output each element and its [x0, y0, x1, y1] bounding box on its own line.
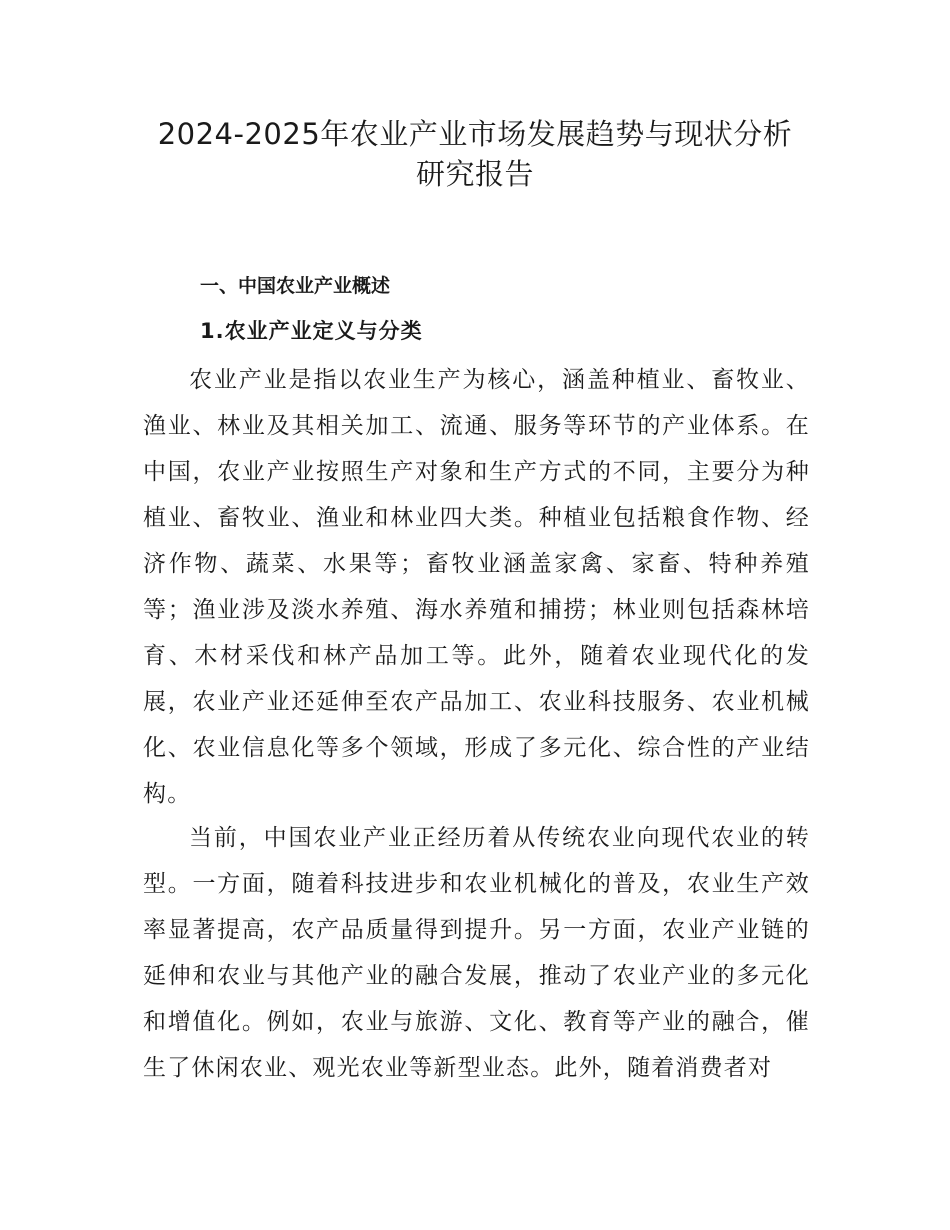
report-title-line-1: 2024-2025年农业产业市场发展趋势与现状分析 [157, 117, 793, 151]
body-paragraph: 农业产业是指以农业生产为核心，涵盖种植业、畜牧业、渔业、林业及其相关加工、流通、服务等环节的产业体系。在中国，农业产业按照生产对象和生产方式的不同，主要分为种植业、畜牧业、渔业和林业四大类。种植业包括粮食作物、经济作物、蔬菜、水果等；畜牧业涵盖家禽、家畜、特种养殖等；渔业涉及淡水养殖、海水养殖和捕捞；林业则包括森林培育、木材采伐和林产品加工等。此外，随着农业现代化的发展，农业产业还延伸至农产品加工、农业科技服务、农业机械化、农业信息化等多个领域，形成了多元化、综合性的产业结构。 [143, 367, 810, 807]
sub-heading: 1.农业产业定义与分类 [200, 319, 423, 343]
body-paragraph: 当前，中国农业产业正经历着从传统农业向现代农业的转型。一方面，随着科技进步和农业机械化的普及，农业生产效率显著提高，农产品质量得到提升。另一方面，农业产业链的延伸和农业与其他产业的融合发展，推动了农业产业的多元化和增值化。例如，农业与旅游、文化、教育等产业的融合，催生了休闲农业、观光农业等新型业态。此外，随着消费者对 [143, 825, 810, 1081]
report-title-line-2: 研究报告 [415, 157, 534, 191]
section-heading: 一、中国农业产业概述 [200, 275, 391, 297]
